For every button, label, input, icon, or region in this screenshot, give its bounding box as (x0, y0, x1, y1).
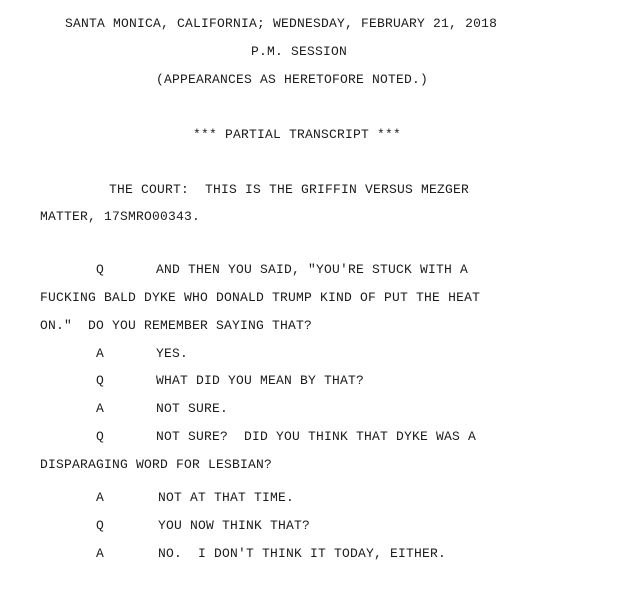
speaker-label-q: Q (96, 429, 104, 444)
testimony-line: YES. (156, 346, 189, 361)
testimony-line: WHAT DID YOU MEAN BY THAT? (156, 373, 365, 388)
testimony-line: DISPARAGING WORD FOR LESBIAN? (40, 457, 273, 472)
speaker-label-a: A (96, 490, 104, 505)
testimony-line: AND THEN YOU SAID, "YOU'RE STUCK WITH A (156, 262, 469, 277)
court-statement-line-1: THE COURT: THIS IS THE GRIFFIN VERSUS MEZGER (109, 182, 470, 197)
testimony-line: ON." DO YOU REMEMBER SAYING THAT? (40, 318, 313, 333)
testimony-line: YOU NOW THINK THAT? (158, 518, 311, 533)
speaker-label-a: A (96, 546, 104, 561)
court-statement-line-2: MATTER, 17SMRO00343. (40, 209, 201, 224)
header-location-date: SANTA MONICA, CALIFORNIA; WEDNESDAY, FEBRUARY 21, 2018 (65, 16, 498, 31)
speaker-label-a: A (96, 401, 104, 416)
testimony-line: NOT SURE. (156, 401, 229, 416)
testimony-line: NO. I DON'T THINK IT TODAY, EITHER. (158, 546, 447, 561)
speaker-label-q: Q (96, 262, 104, 277)
speaker-label-a: A (96, 346, 104, 361)
header-appearances: (APPEARANCES AS HERETOFORE NOTED.) (156, 72, 429, 87)
speaker-label-q: Q (96, 373, 104, 388)
testimony-line: NOT AT THAT TIME. (158, 490, 295, 505)
speaker-label-q: Q (96, 518, 104, 533)
transcript-title: *** PARTIAL TRANSCRIPT *** (193, 127, 402, 142)
header-session: P.M. SESSION (251, 44, 348, 59)
testimony-line: NOT SURE? DID YOU THINK THAT DYKE WAS A (156, 429, 477, 444)
testimony-line: FUCKING BALD DYKE WHO DONALD TRUMP KIND OF PUT THE HEAT (40, 290, 481, 305)
